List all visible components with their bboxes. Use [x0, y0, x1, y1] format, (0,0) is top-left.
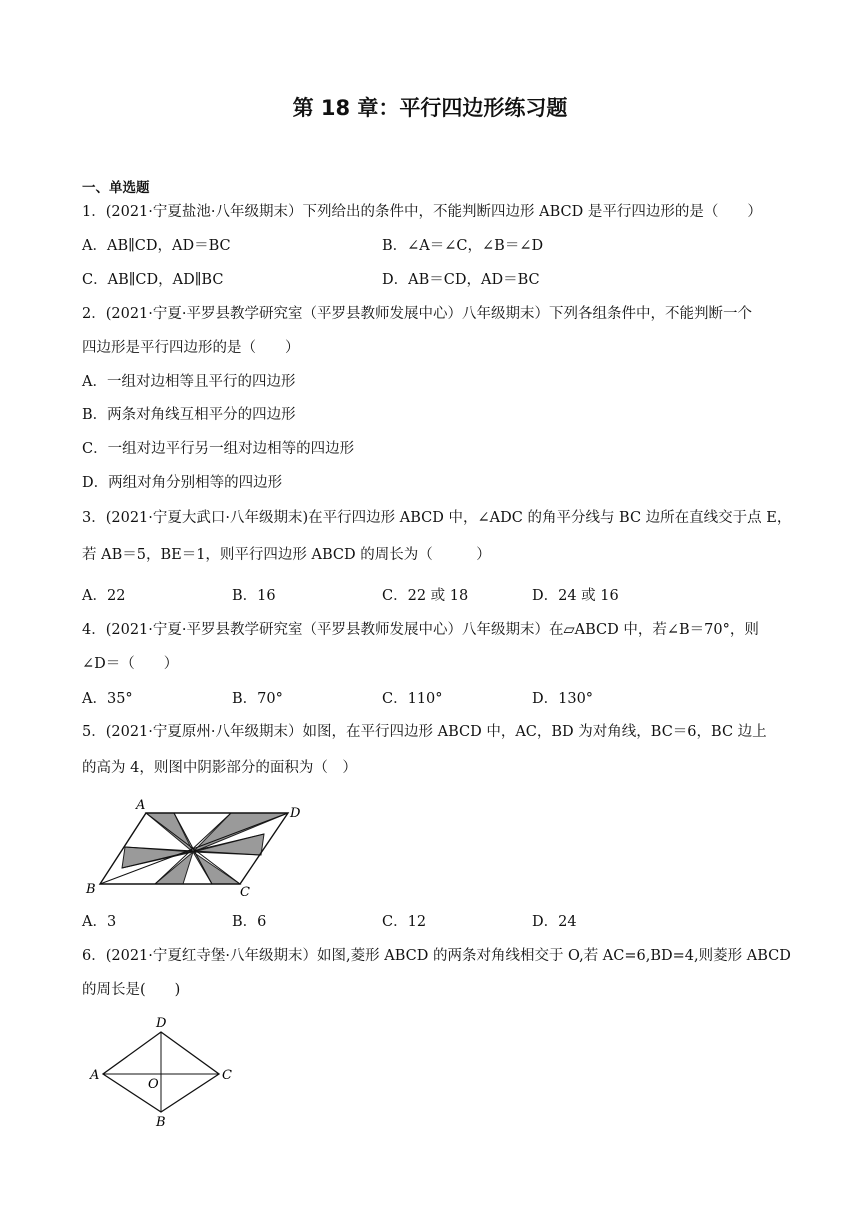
vertex-label-a: A	[90, 1068, 100, 1083]
q1-option-d: D．AB＝CD，AD＝BC	[382, 272, 540, 288]
section-heading: 一、单选题	[82, 180, 150, 196]
q3-option-b: B．16	[232, 588, 276, 604]
q4-option-d: D．130°	[532, 691, 594, 707]
q4-option-b: B．70°	[232, 691, 283, 707]
question-1-stem: 1．(2021·宁夏盐池·八年级期末）下列给出的条件中，不能判断四边形 ABCD 是平行四边形的是（ ）	[82, 204, 762, 220]
question-6-stem-line2: 的周长是( )	[82, 982, 181, 998]
vertex-label-d: D	[290, 806, 301, 821]
question-3-stem-line2: 若 AB＝5，BE＝1，则平行四边形 ABCD 的周长为（ ）	[82, 547, 491, 563]
question-5-stem-line2: 的高为 4，则图中阴影部分的面积为（ ）	[82, 760, 357, 776]
q1-option-b: B．∠A＝∠C，∠B＝∠D	[382, 238, 544, 254]
question-2-stem-line2: 四边形是平行四边形的是（ ）	[82, 340, 300, 356]
q2-option-a: A．一组对边相等且平行的四边形	[82, 374, 296, 390]
page-title: 第 18 章：平行四边形练习题	[292, 96, 568, 120]
q2-option-c: C．一组对边平行另一组对边相等的四边形	[82, 441, 355, 457]
rhombus-figure	[85, 1012, 245, 1130]
question-5-stem-line1: 5．(2021·宁夏原州·八年级期末）如图，在平行四边形 ABCD 中，AC，BD 为对角线，BC＝6，BC 边上	[82, 724, 767, 740]
q5-option-d: D．24	[532, 914, 577, 930]
q2-option-b: B．两条对角线互相平分的四边形	[82, 407, 296, 423]
question-4-stem-line2: ∠D＝（ ）	[82, 656, 179, 672]
vertex-label-c: C	[222, 1068, 232, 1083]
q5-option-c: C．12	[382, 914, 427, 930]
q2-option-d: D．两组对角分别相等的四边形	[82, 475, 283, 491]
q4-option-a: A．35°	[82, 691, 133, 707]
question-2-stem-line1: 2．(2021·宁夏·平罗县教学研究室（平罗县教师发展中心）八年级期末）下列各组条件中，不能判断一个	[82, 306, 752, 322]
q1-option-c: C．AB∥CD，AD∥BC	[82, 272, 224, 288]
vertex-label-c: C	[240, 885, 250, 900]
q1-option-a: A．AB∥CD，AD＝BC	[82, 238, 231, 254]
question-4-stem-line1: 4．(2021·宁夏·平罗县教学研究室（平罗县教师发展中心）八年级期末）在▱ABCD 中，若∠B＝70°，则	[82, 622, 759, 638]
question-6-stem-line1: 6．(2021·宁夏红寺堡·八年级期末）如图,菱形 ABCD 的两条对角线相交于 O,若 AC=6,BD=4,则菱形 ABCD	[82, 948, 791, 964]
question-3-stem-line1: 3．(2021·宁夏大武口·八年级期末)在平行四边形 ABCD 中，∠ADC 的角平分线与 BC 边所在直线交于点 E，	[82, 510, 792, 526]
q5-option-b: B．6	[232, 914, 267, 930]
vertex-label-a: A	[136, 798, 146, 813]
vertex-label-b: B	[86, 882, 96, 897]
q3-option-a: A．22	[82, 588, 126, 604]
q5-option-a: A．3	[82, 914, 117, 930]
q3-option-d: D．24 或 16	[532, 588, 619, 604]
vertex-label-d: D	[156, 1016, 167, 1031]
center-label-o: O	[148, 1077, 159, 1092]
vertex-label-b: B	[156, 1115, 166, 1130]
parallelogram-figure	[80, 795, 310, 900]
q3-option-c: C．22 或 18	[382, 588, 469, 604]
q4-option-c: C．110°	[382, 691, 443, 707]
